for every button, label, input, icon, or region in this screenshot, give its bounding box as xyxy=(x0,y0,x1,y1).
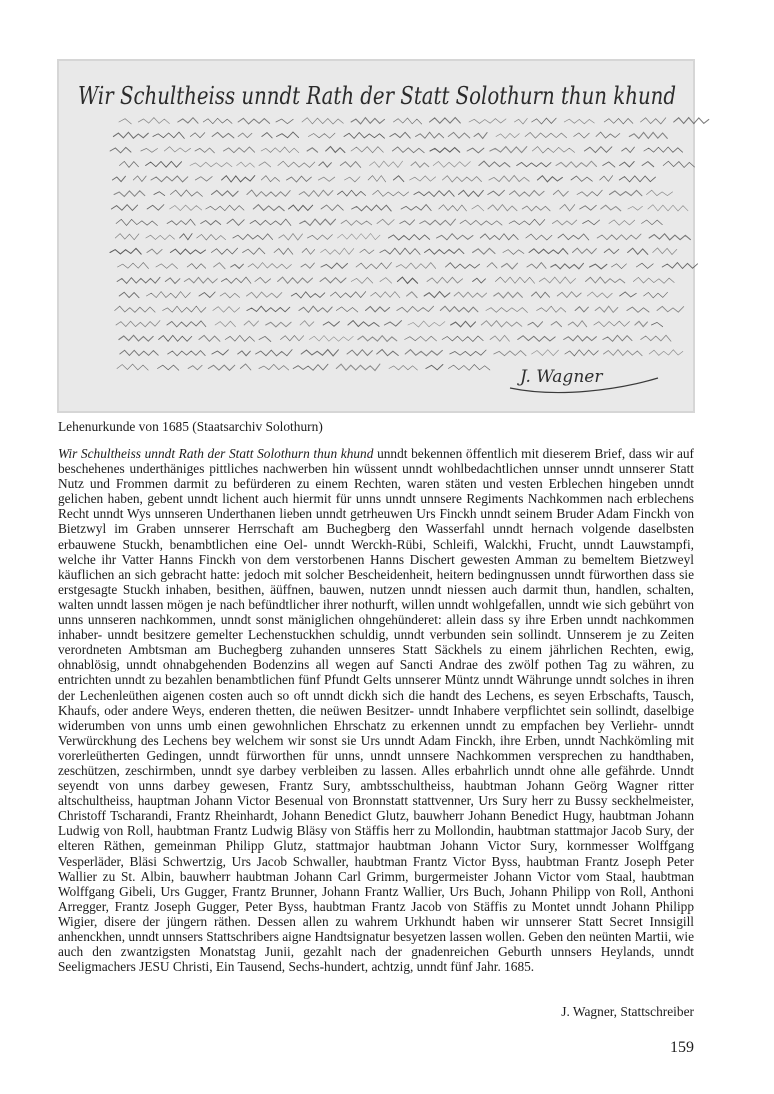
page-number: 159 xyxy=(670,1039,694,1056)
facsimile-heading-script: Wir Schultheiss unndt Rath der Statt Solothurn thun khund xyxy=(78,82,676,110)
transcription-incipit: Wir Schultheiss unndt Rath der Statt Solothurn thun khund xyxy=(58,446,374,461)
document-facsimile-image xyxy=(58,60,694,412)
transcription-text xyxy=(58,446,694,974)
transcription-body: unndt bekennen öffentlich mit dieserem Brief, dass wir auf beschehenes underthäniges pittliches nachwerben hin wüssent unndt wohlbedachtlichen unnser unndt unnserer Statt Nutz und Frommen darmit zu befürderen zu einem Rechten, waren stäten und vesten Erblechen hingeben unndt gelichen haben, gebent unndt lichent auch hiermit für unns unndt unnsere Regiments Nachkommen nach erblechens Recht unndt Wys unnseren Underthanen lieben unndt getrheuwen Urs Finckh unndt seinem Bruder Adam Finckh von Bietzwyl im Graben unnserer Herrschaft am Buchegberg den Wasserfahl unndt hernach volgende daselbsten erbauwene Stuckh, benambtlichen eine Oel- unndt Werckh-Rübi, Schleifi, Walckhi, Frucht, unndt Lauwstampfi, welche ihr Vatter Hanns Finckh von dem verstorbenen Hanns Dischert gewesten Amman zu bemeltem Bietzweyl käuflichen an sich gebracht hatte: jedoch mit solcher Bescheidenheit, heitern bedingnussen unndt fürworthen dass sie erstgesagte Stuckh inhaben, besithen, äüffnen, bauwen, nutzen unndt niessen auch darmit thun, handlen, schalten, walten unndt lassen mögen je nach befündtlicher ihrer nothurft, willen unndt wohlgefallen, unndt wie sich gebührt von unns unnseren nachkommen, unndt sonst mäniglichen ohngehünderet: allein dass sy ihre Erben unndt nachkommen inhaber- unndt besitzere gemelter Lechenstuckhen schuldig, unndt verbunden sein sollindt. Unnserem je zu Zeiten verordneten Ambtsman am Buchegberg zuhanden unnseres Statt Säckhels zu einem jährlichen Rechten, ewig, ohnablösig, unndt ohnabgehenden Bodenzins all wegen auf Sancti Andrae des zwölf pothen Tag zu währen, zu entrichten unndt zu bezahlen benambtlichen fünf Pfundt Gelts unnserer Müntz unndt Währunge unndt solches in ihren der Lechenleüthen aigenen costen auch so oft unndt dickh sich die handt des Lechens, es seyen Erbschafts, Tausch, Khaufs, oder andere Weys, enderen thetten, die neüwen Besitzer- unndt Inhabere verpflichtet sein sollindt, daselbige widerumben von unns umb einen gewohnlichen Ehrschatz zu erkennen unndt zu empfachen bey Verliehr- unndt Verwürckhung des Lechens bey welchem wir sonst sie Urs unndt Adam Finckh, ihre Erben, unndt Nachkömling mit vorerleütherten Gedingen, unndt fürworthen für unns, unndt unnsere Nachkommen versprechen zu handthaben, zeschützen, zeschirmben, unndt sye darbey verbleiben zu lassen. Alles erbahrlich unndt ohne alle gefährde. Unndt seyendt von unns darbey gewesen, Frantz Sury, ambtsschultheiss, haubtman Johann Geörg Wagner ritter altschultheiss, hauptman Johann Victor Besenual von Bronnstatt stattvenner, Urs Sury herr zu Bussy seckhelmeister, Christoff Tscharandi, Frantz Rheinhardt, Johann Benedict Glutz, bauwherr Johann Benedict Hugy, haubtman Johann Ludwig von Roll, haubtman Frantz Ludwig Bläsy von Stäffis herr zu Mollondin, haubtman stattmajor Jacob Sury, der elteren Räthen, gemeinman Philipp Glutz, stattmajor haubtman Johann Victor Sury, kornmesser Wolffgang Vesperläder, Bläsi Schwertzig, Urs Jacob Schwaller, haubtman Frantz Victor Byss, haubtman Frantz Joseph Peter Wallier zu St. Albin, bauwherr haubtman Johann Carl Grimm, burgermeister Johann Victor vom Staal, haubtman Wolffgang Gibeli, Urs Gugger, Frantz Brunner, Johann Frantz Wallier, Urs Buch, Johann Philipp von Roll, Anthoni Arregger, Frantz Joseph Gugger, Peter Byss, haubtman Frantz Jacob von Stäffis zu Montet unndt Johann Philipp Wigier, disere der jüngern räthen. Dessen allen zu wahrem Urkhundt haben wir unnserer Statt Secret Innsigill anhenckhen, unndt unnsers Stattschribers aigne Handtsignatur besyetzen lassen wollen. Geben den neünten Martii, wie auch den zwantzigsten Monatstag Junii, gezahlt nach der gnadenreichen Geburth unnsers Heylands, unndt Seeligmachers JESU Christi, Ein Tausend, Sechs-hundert, achtzig, unndt fünf Jahr. 1685. xyxy=(58,446,694,975)
image-caption: Lehenurkunde von 1685 (Staatsarchiv Solothurn) xyxy=(58,419,323,434)
scribe-signature: J. Wagner, Stattschreiber xyxy=(561,1004,694,1019)
facsimile-signature-script: J. Wagner xyxy=(520,367,603,387)
